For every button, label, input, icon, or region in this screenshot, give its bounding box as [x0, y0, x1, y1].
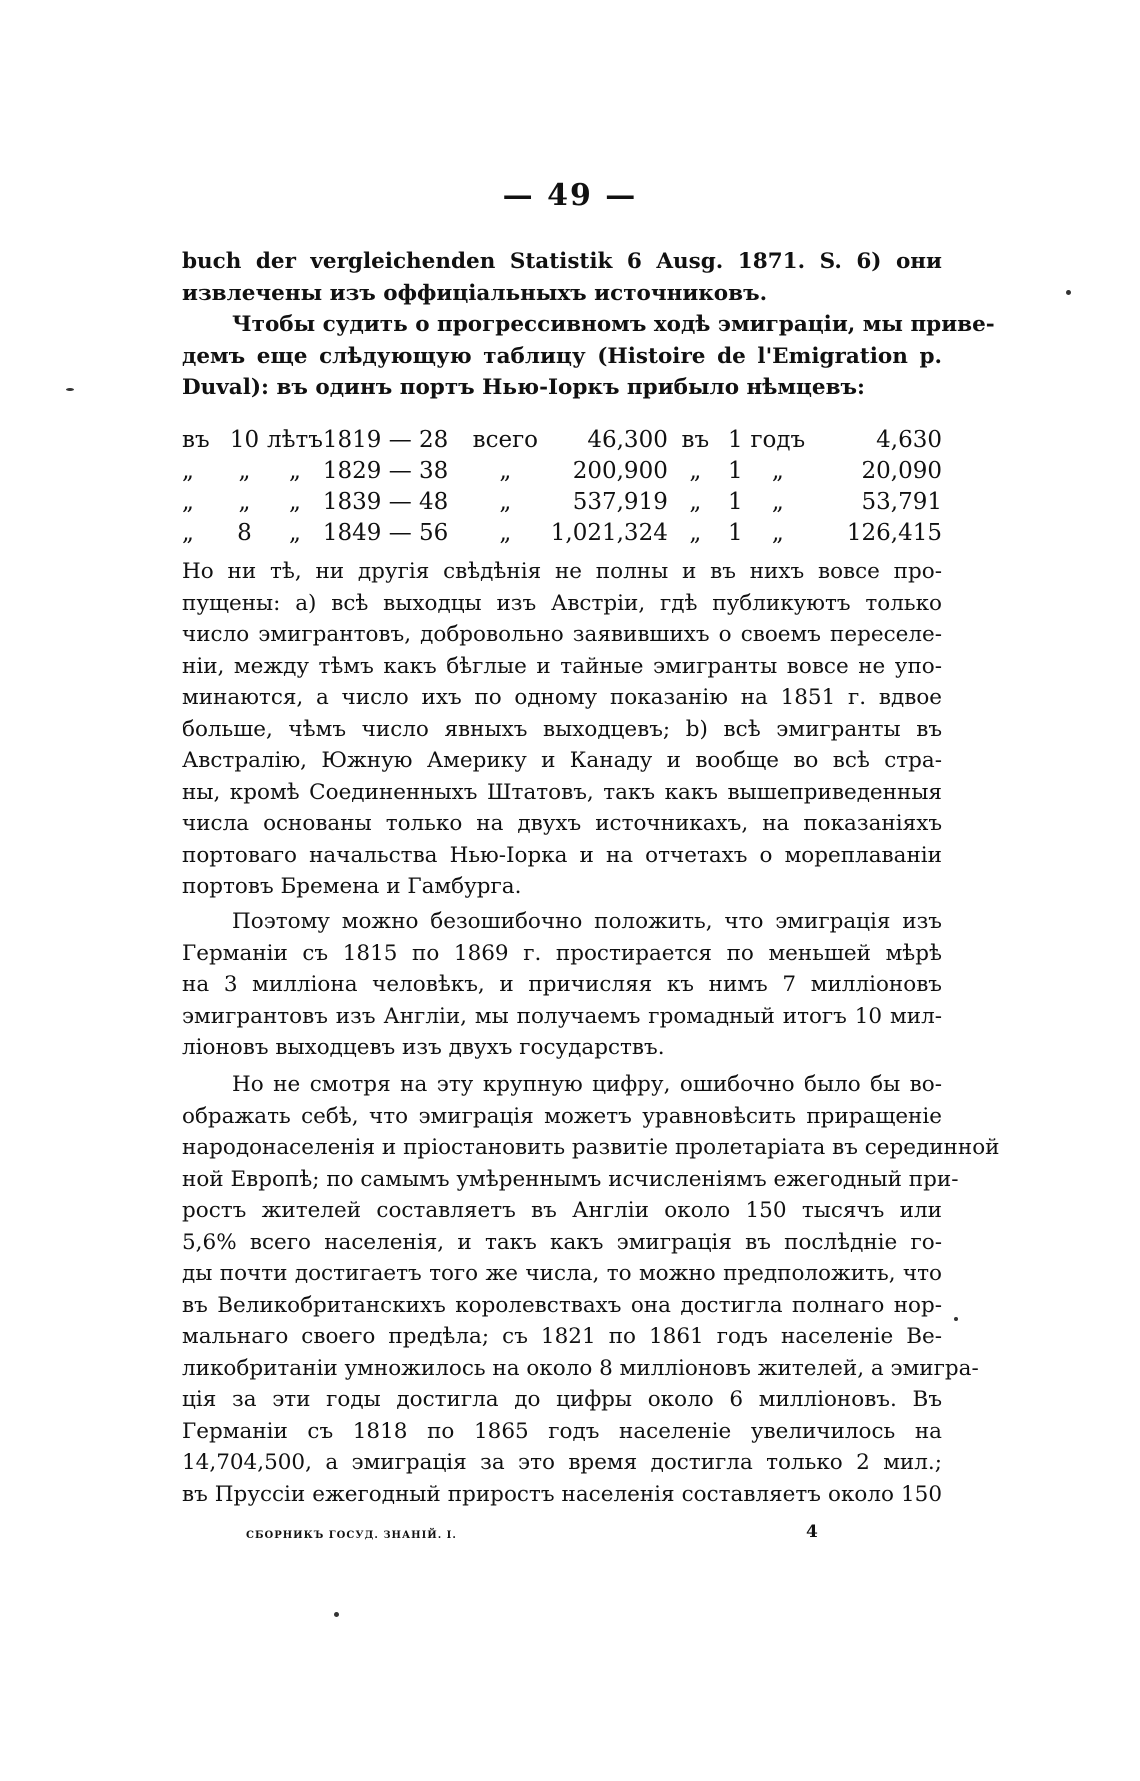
footer-collection-title: СБОРНИКЪ ГОСУД. ЗНАНІЙ. I. [246, 1530, 457, 1541]
table-cell: „ [288, 457, 301, 484]
text-line: Чтобы судить о прогрессивномъ ходѣ эмиграціи, мы приве- [232, 312, 995, 337]
table-cell: „ [689, 519, 702, 546]
table-cell: „ [182, 519, 194, 546]
text-line: Но не смотря на эту крупную цифру, ошибочно было бы во- [232, 1072, 942, 1097]
table-cell: „ [771, 519, 784, 546]
text-line: ліоновъ выходцевъ изъ двухъ государствъ. [182, 1035, 665, 1060]
intro-paragraph [182, 246, 995, 404]
table-cell: „ [288, 488, 301, 515]
text-line: мальнаго своего предѣла; съ 1821 по 1861 годъ населеніе Ве- [182, 1324, 942, 1349]
table-cell: 1 [728, 488, 743, 515]
table-cell: 4,630 [876, 426, 942, 453]
table-cell: 53,791 [861, 488, 942, 515]
footer-signature-number: 4 [806, 1522, 818, 1542]
table-row [182, 486, 942, 517]
table-cell: 46,300 [587, 426, 668, 453]
text-line: демъ еще слѣдующую таблицу (Histoire de l'Emigration p. [182, 343, 942, 369]
text-line: Поэтому можно безошибочно положить, что эмиграція изъ [232, 909, 942, 934]
text-line: buch der vergleichenden Statistik 6 Ausg. 1871. S. 6) они [182, 249, 942, 274]
table-cell: 20,090 [861, 457, 942, 484]
table-cell: „ [689, 457, 702, 484]
text-line: 5,6% всего населенія, и такъ какъ эмиграція въ послѣдніе го- [182, 1229, 942, 1255]
table-cell: 1839 — 48 [322, 488, 449, 515]
table-cell: годъ [750, 426, 806, 453]
table-cell: въ [681, 426, 710, 453]
text-line: Duval): въ одинъ портъ Нью-Іоркъ прибыло нѣмцевъ: [182, 375, 865, 400]
table-cell: „ [771, 488, 784, 515]
text-line: портовъ Бремена и Гамбурга. [182, 874, 522, 899]
table-cell: 200,900 [572, 457, 668, 484]
text-line: ображать себѣ, что эмиграція можетъ уравновѣсить приращеніе [182, 1103, 942, 1129]
table-row [182, 517, 942, 548]
table-cell: въ [182, 426, 210, 453]
text-line: числа основаны только на двухъ источникахъ, на показаніяхъ [182, 811, 942, 836]
text-line: народонаселенія и пріостановить развитіе пролетаріата въ серединной [182, 1135, 1000, 1160]
table-cell: 1 [728, 519, 743, 546]
table-row [182, 455, 942, 486]
table-cell: всего [472, 426, 539, 453]
text-line: въ Великобританскихъ королевствахъ она достигла полнаго нор- [182, 1292, 942, 1318]
table-cell: „ [182, 457, 194, 484]
table-cell: „ [689, 488, 702, 515]
text-line: ростъ жителей составляетъ въ Англіи около 150 тысячъ или [182, 1198, 942, 1223]
table-cell: 1 [728, 457, 743, 484]
table-cell: „ [499, 519, 512, 546]
paragraph-conclusion [182, 906, 942, 1064]
table-cell: 10 [229, 426, 260, 453]
paragraph-omissions [182, 556, 942, 903]
table-cell: „ [499, 457, 512, 484]
text-line: ды почти достигаетъ того же числа, то можно предположить, что [182, 1261, 942, 1286]
text-line: ной Европѣ; по самымъ умѣреннымъ исчисленіямъ ежегодный при- [182, 1166, 959, 1192]
text-line: эмигрантовъ изъ Англіи, мы получаемъ громадный итогъ 10 мил- [182, 1003, 942, 1029]
table-cell: 8 [237, 519, 252, 546]
scan-speck [1066, 290, 1071, 295]
table-cell: 1 [728, 426, 743, 453]
table-cell: 126,415 [846, 519, 942, 546]
page-number: — 49 — [502, 178, 638, 213]
emigration-table [182, 424, 942, 548]
table-cell: 1819 — 28 [322, 426, 449, 453]
paragraph-population [182, 1069, 1000, 1510]
table-cell: „ [288, 519, 301, 546]
text-line: больше, чѣмъ число явныхъ выходцевъ; b) всѣ эмигранты въ [182, 716, 942, 742]
scan-speck [66, 388, 74, 391]
text-line: Но ни тѣ, ни другія свѣдѣнія не полны и въ нихъ вовсе про- [182, 559, 942, 584]
text-line: ція за эти годы достигла до цифры около 6 милліоновъ. Въ [182, 1387, 942, 1412]
text-line: въ Пруссіи ежегодный приростъ населенія составляетъ около 150 [182, 1481, 942, 1507]
text-line: 14,704,500, а эмиграція за это время достигла только 2 мил.; [182, 1450, 942, 1475]
table-cell: 537,919 [572, 488, 668, 515]
text-line: Австралію, Южную Америку и Канаду и вообще во всѣ стра- [182, 748, 942, 773]
table-cell: „ [771, 457, 784, 484]
scan-speck [334, 1612, 339, 1617]
text-line: на 3 милліона человѣкъ, и причисляя къ нимъ 7 милліоновъ [182, 972, 942, 997]
table-cell: 1849 — 56 [322, 519, 449, 546]
table-cell: „ [499, 488, 512, 515]
scan-speck [954, 1317, 958, 1321]
text-line: ніи, между тѣмъ какъ бѣглые и тайные эмигранты вовсе не упо- [182, 653, 942, 679]
table-cell: 1829 — 38 [322, 457, 449, 484]
text-line: извлечены изъ оффиціальныхъ источниковъ. [182, 280, 768, 306]
table-cell: „ [238, 488, 251, 515]
text-line: ны, кромѣ Соединенныхъ Штатовъ, такъ какъ вышеприведенныя [182, 779, 942, 805]
text-line: пущены: а) всѣ выходцы изъ Австріи, гдѣ публикуютъ только [182, 590, 942, 616]
text-line: число эмигрантовъ, добровольно заявившихъ о своемъ переселе- [182, 622, 942, 647]
table-row [182, 424, 942, 455]
text-line: Германіи съ 1815 по 1869 г. простирается по меньшей мѣрѣ [182, 940, 942, 966]
text-line: портоваго начальства Нью-Іорка и на отчетахъ о мореплаваніи [182, 842, 942, 868]
table-cell: „ [182, 488, 194, 515]
table-cell: лѣтъ [267, 426, 323, 453]
table-cell: „ [238, 457, 251, 484]
table-cell: 1,021,324 [550, 519, 668, 546]
text-line: минаются, а число ихъ по одному показанію на 1851 г. вдвое [182, 685, 942, 710]
text-line: ликобританіи умножилось на около 8 милліоновъ жителей, а эмигра- [182, 1355, 979, 1381]
text-line: Германіи съ 1818 по 1865 годъ населеніе увеличилось на [182, 1418, 942, 1444]
